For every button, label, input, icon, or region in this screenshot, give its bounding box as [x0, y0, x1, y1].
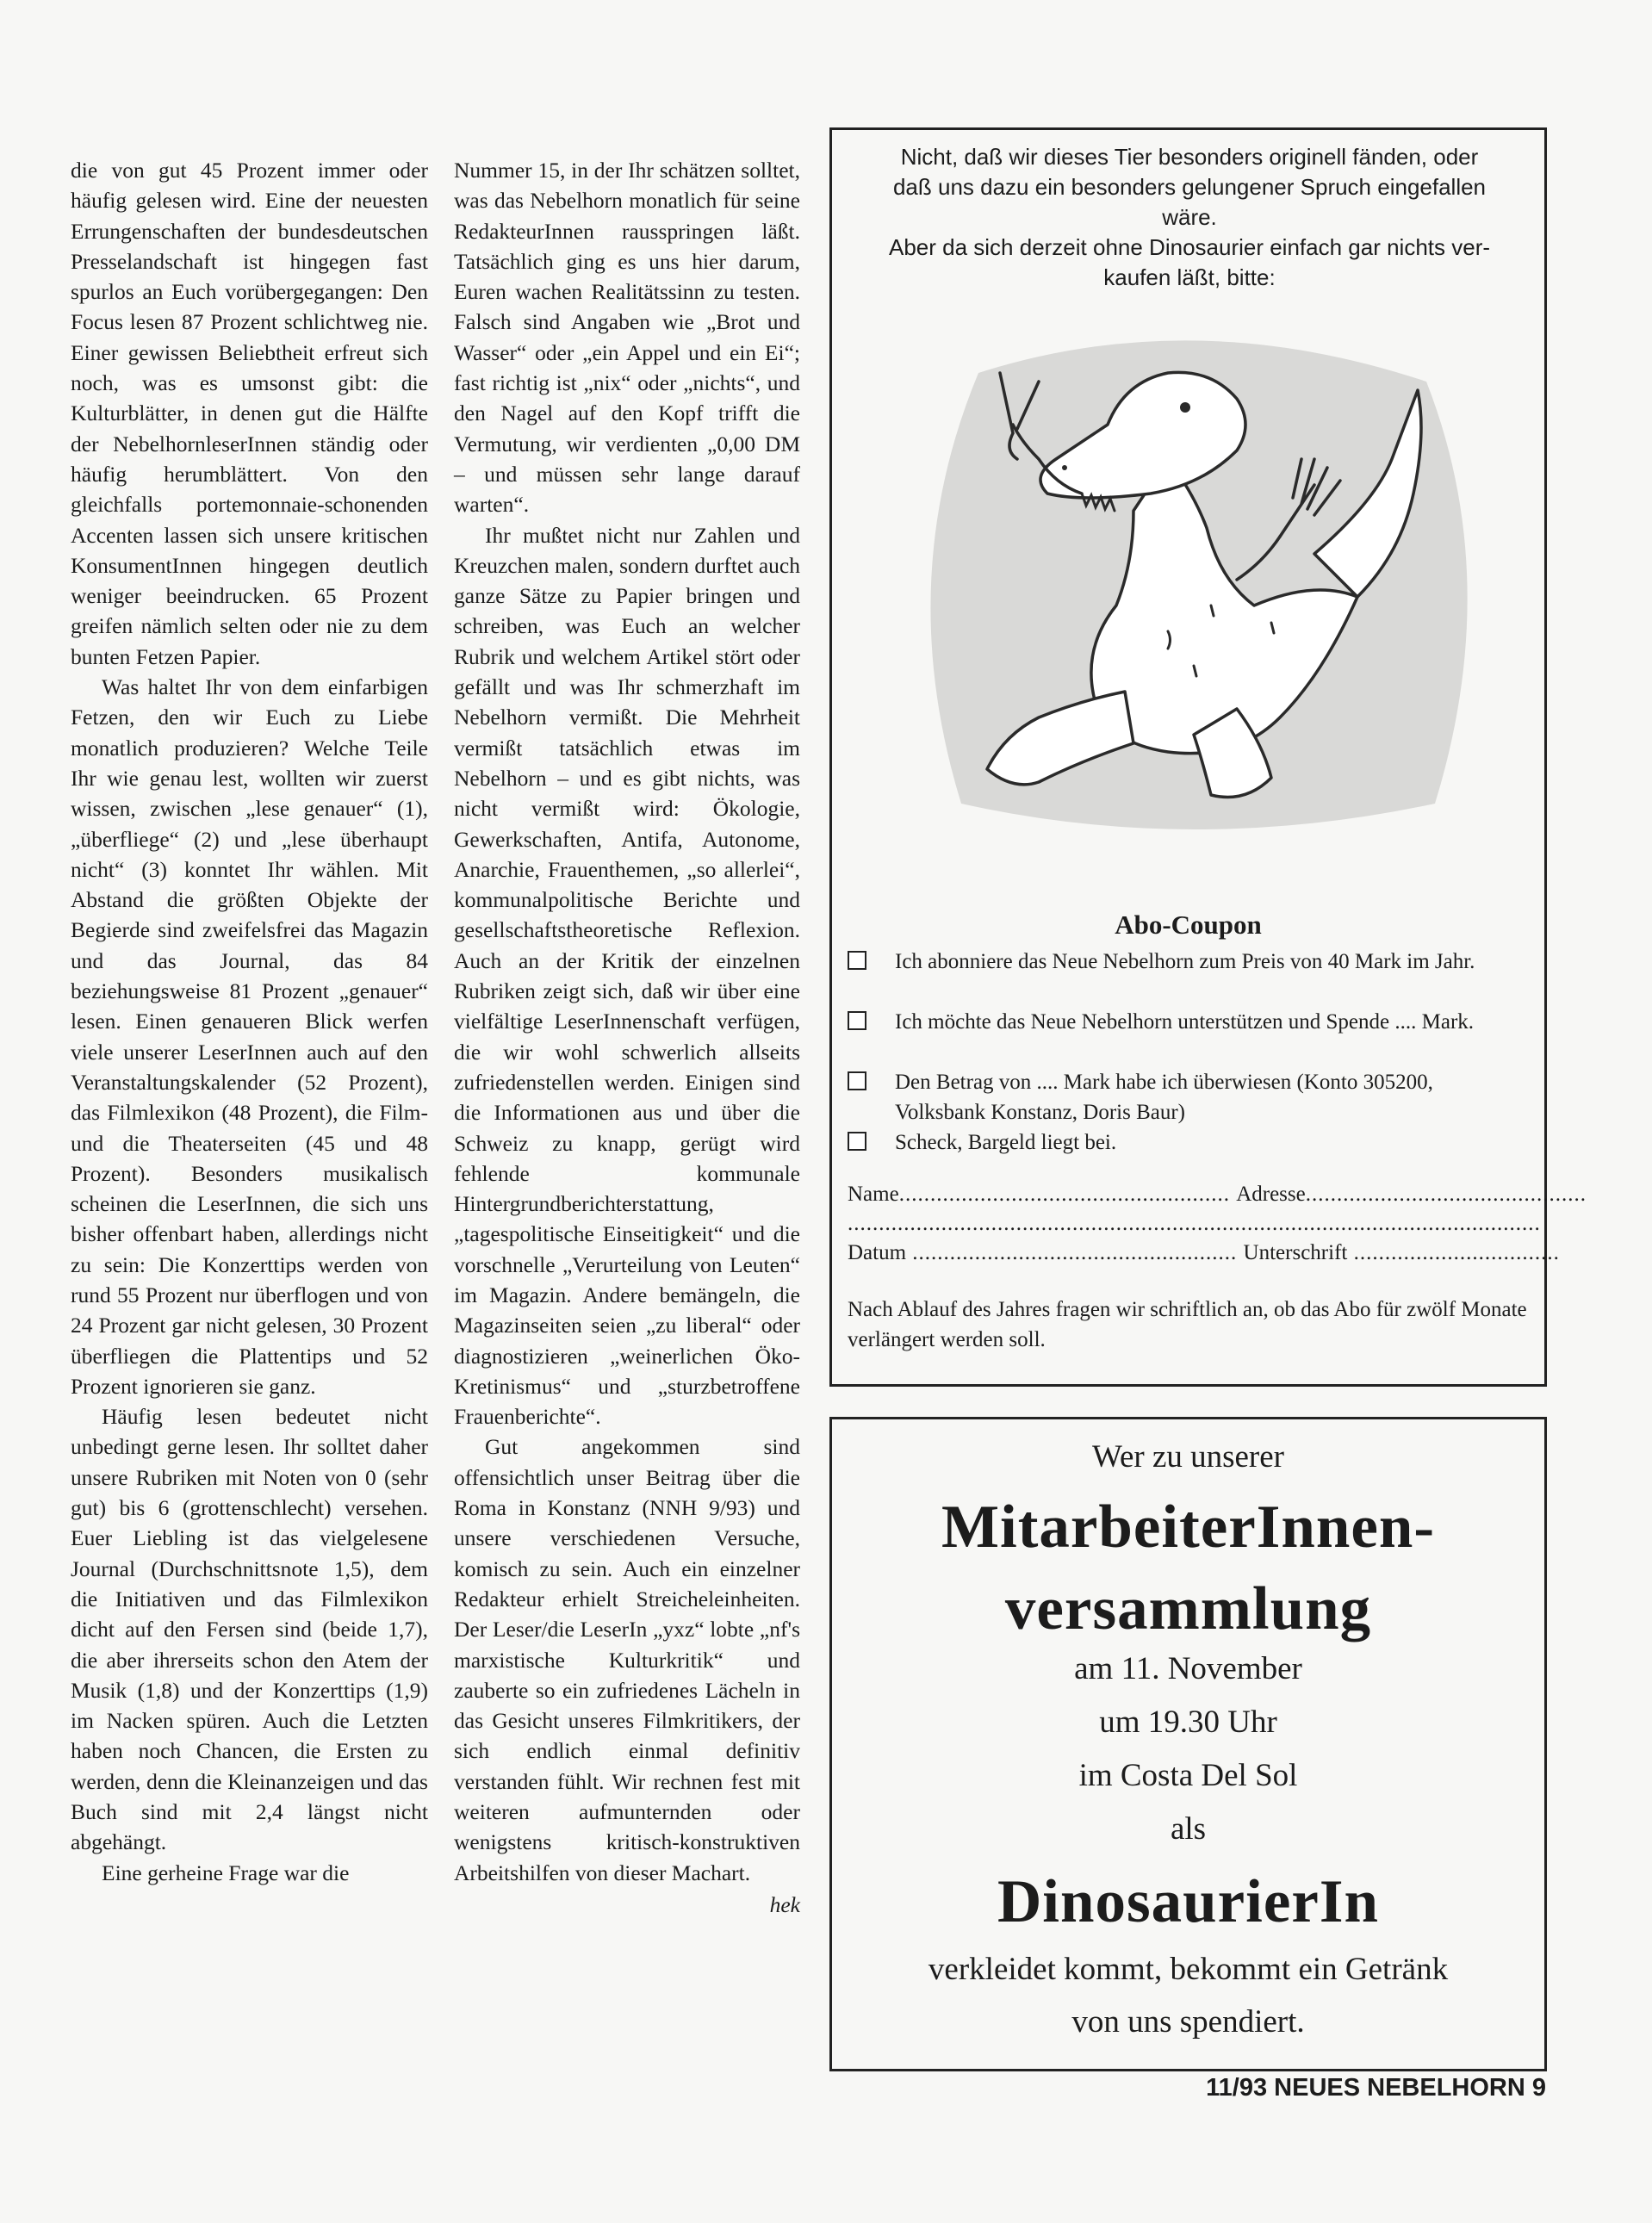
invite-place: im Costa Del Sol	[1078, 1758, 1298, 1793]
col1-paragraph-1: die von gut 45 Prozent immer oder häufig gelesen wird. Eine der neuesten Errungenschaften der bundesdeutschen Presselandschaft ist hingegen fast spurlos an Euch vorübergegangen: Den Focus lesen 87 Prozent schlichtweg nie. Einer gewissen Beliebtheit erfreut sich noch, was es umsonst gibt: die Kulturblätter, in denen gut die Hälfte der NebelhornleserInnen ständig oder häufig herumblättert. Von den gleichfalls portemonnaie-schonenden Accenten lassen sich unsere kritischen KonsumentInnen hingegen deutlich weniger beeindrucken. 65 Prozent greifen nämlich selten oder nie zu dem bunten Fetzen Papier.	[71, 158, 428, 669]
invite-date: am 11. November	[1074, 1651, 1302, 1686]
option-donate-label: Ich möchte das Neue Nebelhorn unterstützen und Spende .... Mark.	[895, 1010, 1475, 1034]
invite-headline-3: DinosaurierIn	[997, 1868, 1379, 1935]
dino-eye	[1180, 402, 1190, 413]
date-label: Datum	[848, 1241, 907, 1264]
meeting-invitation-box	[829, 1417, 1547, 2071]
signature-field[interactable]: .................................	[1347, 1241, 1560, 1264]
abo-coupon-box	[829, 127, 1587, 1387]
option-subscribe	[848, 947, 1528, 977]
dinosaur-illustration	[910, 321, 1478, 838]
intro-line: daß uns dazu ein besonders gelungener Spruch eingefallen	[892, 174, 1487, 200]
invite-headline-1: MitarbeiterInnen-	[941, 1493, 1436, 1561]
option-cash-label: Scheck, Bargeld liegt bei.	[895, 1131, 1117, 1154]
invite-line-1: Wer zu unserer	[1091, 1439, 1284, 1475]
invite-end-2: von uns spendiert.	[1071, 2004, 1305, 2040]
col1-paragraph-3: Häufig lesen bedeutet nicht unbedingt gerne lesen. Ihr solltet daher unsere Rubriken mit Noten von 0 (sehr gut) bis 6 (grottenschlecht) versehen. Euer Liebling ist das vielgelesene Journal (Durchschnittsnote 1,5), dem die Initiativen und das Filmlexikon dicht auf den Fersen sind (beide 1,7), die aber ihrerseits schon den Atem der Musik (1,8) und der Konzerttips (1,9) im Nacken spüren. Auch die Letzten haben noch Chancen, die Ersten zu werden, denn die Kleinanzeigen und das Buch sind mit 2,4 längst nicht abgehängt.	[71, 1404, 428, 1855]
name-address-row	[848, 1179, 1587, 1209]
author-signature: hek	[769, 1891, 800, 1917]
checkbox-subscribe[interactable]	[848, 951, 866, 970]
option-cash	[848, 1127, 1528, 1158]
col1-paragraph-4: Eine gerheine Frage war die	[102, 1860, 350, 1885]
invite-end-1: verkleidet kommt, bekommt ein Getränk	[928, 1952, 1449, 1987]
date-signature-row	[848, 1238, 1560, 1268]
invite-headline-2: versammlung	[1004, 1575, 1372, 1642]
col1-paragraph-2: Was haltet Ihr von dem einfarbigen Fetzen, den wir Euch zu Liebe monatlich produzieren? Welche Teile Ihr wie genau lest, wollten wir zuerst wissen, zwischen „lese genauer“ (1), „überfliege“ (2) und „lese überhaupt nicht“ (3) konntet Ihr wählen. Mit Abstand die größten Objekte der Begierde sind zweifelsfrei das Magazin und das Journal, das 84 beziehungsweise 81 Prozent „genauer“ lesen. Einen genaueren Blick werfen viele unserer LeserInnen auch auf den Veranstaltungskalender (52 Prozent), das Filmlexikon (48 Prozent), die Film- und die Theaterseiten (45 und 48 Prozent). Besonders musikalisch scheinen die LeserInnen, die sich uns bisher offenbart haben, allerdings nicht zu sein: Die Konzerttips werden von rund 55 Prozent nur überflogen und von 24 Prozent gar nicht gelesen, 30 Prozent überfliegen die Plattentips und 52 Prozent ignorieren sie ganz.	[71, 674, 428, 1399]
address-field-2[interactable]: ...............................................................................................................	[848, 1212, 1541, 1235]
intro-line: wäre.	[1162, 204, 1217, 230]
address-label: Adresse	[1236, 1183, 1306, 1206]
option-subscribe-label: Ich abonniere das Neue Nebelhorn zum Preis von 40 Mark im Jahr.	[895, 950, 1475, 973]
col2-paragraph-3: Gut angekommen sind offensichtlich unser Beitrag über die Roma in Konstanz (NNH 9/93) und unsere verschiedenen Versuche, komisch zu sein. Auch ein einzelner Redakteur erhielt Streicheleinheiten. Der Leser/die LeserIn „yxz“ lobte „nf's marxistische Kulturkritik“ und zauberte so ein zufriedenes Lächeln in das Gesicht unseres Filmkritikers, der sich endlich einmal definitiv verstanden fühlt. Wir rechnen fest mit weiteren aufmunternden oder wenigstens kritisch-konstruktiven Arbeitshilfen von dieser Machart.	[454, 1434, 800, 1885]
checkbox-donate[interactable]	[848, 1011, 866, 1030]
article-column-2	[454, 155, 800, 1920]
dino-nostril	[1062, 465, 1067, 470]
option-transfer-label: Den Betrag von .... Mark habe ich überwiesen (Konto 305200, Volksbank Konstanz, Doris Baur)	[895, 1071, 1433, 1124]
invite-as: als	[1170, 1811, 1207, 1847]
checkbox-cash[interactable]	[848, 1132, 866, 1151]
article-column-1	[71, 155, 428, 1888]
invite-time: um 19.30 Uhr	[1099, 1705, 1277, 1740]
signature-label: Unterschrift	[1243, 1241, 1348, 1264]
date-field[interactable]: ....................................................	[906, 1241, 1244, 1264]
col2-paragraph-1: Nummer 15, in der Ihr schätzen solltet, was das Nebelhorn monatlich für seine RedakteurInnen rausspringen läßt. Tatsächlich ging es uns hier darum, Euren wachen Realitätssinn zu testen. Falsch sind Angaben wie „Brot und Wasser“ oder „ein Appel und ein Ei“; fast richtig ist „nix“ oder „nichts“, und den Nagel auf den Kopf trifft die Vermutung, wir verdienten „0,00 DM – und müssen sehr lange darauf warten“.	[454, 158, 800, 518]
coupon-note: Nach Ablauf des Jahres fragen wir schriftlich an, ob das Abo für zwölf Monate verlängert werden soll.	[848, 1298, 1527, 1351]
name-label: Name	[848, 1183, 899, 1206]
coupon-title: Abo-Coupon	[1115, 910, 1262, 940]
intro-line: Aber da sich derzeit ohne Dinosaurier einfach gar nichts ver-	[888, 234, 1491, 260]
coupon-intro	[849, 142, 1530, 293]
option-transfer	[848, 1067, 1528, 1127]
name-field[interactable]: .....................................................	[898, 1183, 1237, 1206]
address-continuation-row	[848, 1208, 1541, 1239]
intro-line: kaufen läßt, bitte:	[1103, 264, 1276, 290]
intro-line: Nicht, daß wir dieses Tier besonders originell fänden, oder	[900, 144, 1479, 170]
col2-paragraph-2: Ihr mußtet nicht nur Zahlen und Kreuzchen malen, sondern durftet auch ganze Sätze zu Papier bringen und schreiben, was Euch an welcher Rubrik und welchem Artikel stört oder gefällt und was Ihr schmerzhaft im Nebelhorn vermißt. Die Mehrheit vermißt tatsächlich etwas im Nebelhorn – und es gibt nichts, was nicht vermißt wird: Ökologie, Gewerkschaften, Antifa, Autonome, Anarchie, Frauenthemen, „so allerlei“, kommunalpolitische Berichte und gesellschaftstheoretische Reflexion. Auch an der Kritik der einzelnen Rubriken zeigt sich, daß wir über eine vielfältige LeserInnenschaft verfügen, die wir wohl schwerlich allseits zufriedenstellen werden. Einigen sind die Informationen aus und über die Schweiz zu knapp, gerügt wird fehlende kommunale Hintergrundberichterstattung, „tagespolitische Einseitigkeit“ und die vorschnelle „Verurteilung von Leuten“ im Magazin. Andere bemängeln, die Magazinseiten seien „zu liberal“ oder diagnostizieren „weinerlichen Öko-Kretinismus“ und „sturzbetroffene Frauenberichte“.	[454, 522, 800, 1430]
address-field[interactable]: .............................................	[1305, 1183, 1587, 1206]
page-footer: 11/93 NEUES NEBELHORN 9	[1206, 2074, 1546, 2102]
checkbox-transfer[interactable]	[848, 1071, 866, 1090]
option-donate	[848, 1007, 1528, 1037]
